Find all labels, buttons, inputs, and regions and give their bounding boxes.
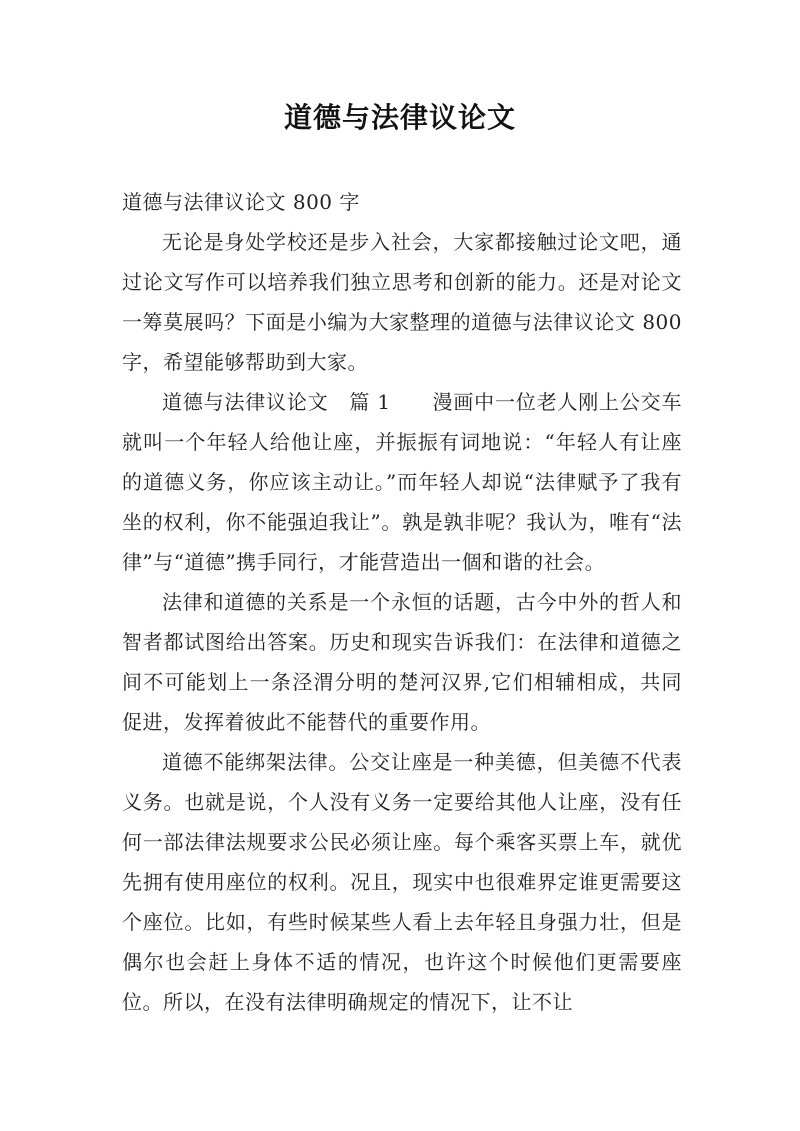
paragraph-essay-1: 道德与法律议论文 篇 1 漫画中一位老人刚上公交车就叫一个年轻人给他让座，并振振有词地说：“年轻人有让座的道德义务，你应该主动让。”而年轻人却说“法律赋予了我有坐的权利，你不能强迫我让”。孰是孰非呢？我认为，唯有“法律”与“道德”携手同行，才能营造出一個和谐的社会。 [122, 390, 682, 574]
paragraph-relationship: 法律和道德的关系是一个永恒的话题，古今中外的哲人和智者都试图给出答案。历史和现实告诉我们：在法律和道德之间不可能划上一条泾渭分明的楚河汉界,它们相辅相成，共同促进，发挥着彼此不能替代的重要作用。 [122, 590, 682, 734]
paragraph-intro: 无论是身处学校还是步入社会，大家都接触过论文吧，通过论文写作可以培养我们独立思考和创新的能力。还是对论文一筹莫展吗？下面是小编为大家整理的道德与法律议论文 800 字，希望能够帮助到大家。 [122, 230, 682, 374]
document-body [122, 182, 682, 1022]
document-title: 道德与法律议论文 [283, 101, 516, 134]
document-subtitle: 道德与法律议论文 800 字 [122, 190, 360, 214]
paragraph-morality-law: 道德不能绑架法律。公交让座是一种美德，但美德不代表义务。也就是说，个人没有义务一定要给其他人让座，没有任何一部法律法规要求公民必须让座。每个乘客买票上车，就优先拥有使用座位的权利。况且，现实中也很难界定谁更需要这个座位。比如，有些时候某些人看上去年轻且身强力壮，但是偶尔也会赶上身体不适的情况，也许这个时候他们更需要座位。所以，在没有法律明确规定的情况下，让不让 [122, 750, 682, 1014]
